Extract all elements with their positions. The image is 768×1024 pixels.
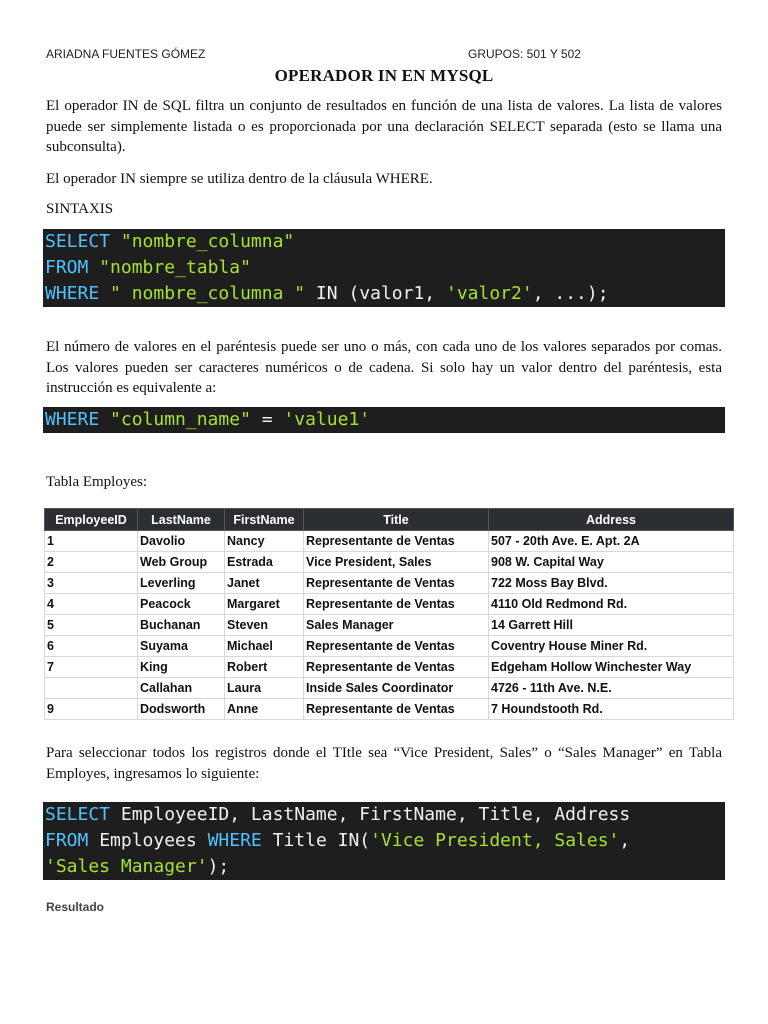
cell-firstname: Janet [225, 573, 304, 594]
cell-lastname: Buchanan [138, 615, 225, 636]
cell-address: 908 W. Capital Way [489, 552, 734, 573]
cell-employeeid: 6 [45, 636, 138, 657]
cell-firstname: Estrada [225, 552, 304, 573]
cell-title: Representante de Ventas [304, 531, 489, 552]
cell-employeeid: 3 [45, 573, 138, 594]
column-header-lastname: LastName [138, 509, 225, 531]
code-string: " nombre_columna " [99, 283, 306, 304]
code-string: 'Vice President, Sales' [370, 830, 620, 851]
table-row [45, 552, 734, 573]
cell-title: Sales Manager [304, 615, 489, 636]
cell-title: Representante de Ventas [304, 594, 489, 615]
cell-firstname: Nancy [225, 531, 304, 552]
cell-address: Edgeham Hollow Winchester Way [489, 657, 734, 678]
code-string: 'valor2' [445, 283, 533, 304]
cell-firstname: Robert [225, 657, 304, 678]
code-string: "column_name" [99, 409, 251, 430]
cell-lastname: Davolio [138, 531, 225, 552]
table-body [45, 531, 734, 720]
code-text: Employees [88, 830, 208, 851]
cell-employeeid: 2 [45, 552, 138, 573]
cell-address: 4726 - 11th Ave. N.E. [489, 678, 734, 699]
syntax-label: SINTAXIS [46, 201, 114, 217]
cell-lastname: Web Group [138, 552, 225, 573]
cell-lastname: Dodsworth [138, 699, 225, 720]
cell-address: 722 Moss Bay Blvd. [489, 573, 734, 594]
table-row [45, 657, 734, 678]
cell-employeeid: 9 [45, 699, 138, 720]
code-text: EmployeeID, LastName, FirstName, Title, Address [110, 804, 631, 825]
employees-table [44, 508, 734, 720]
cell-title: Representante de Ventas [304, 699, 489, 720]
where-note-paragraph: El operador IN siempre se utiliza dentro de la cláusula WHERE. [46, 171, 433, 187]
code-string: 'value1' [283, 409, 371, 430]
code-string: "nombre_columna" [110, 231, 295, 252]
table-header-row [45, 509, 734, 531]
cell-employeeid: 5 [45, 615, 138, 636]
code-line [45, 802, 725, 828]
values-note-paragraph: El número de valores en el paréntesis puede ser uno o más, con cada uno de los valores separados por comas. Los valores pueden ser caracteres numéricos o de cadena. Si solo hay un valor dentro del paréntesis, esta instrucción es equivalente a: [46, 339, 722, 396]
table-label: Tabla Employes: [46, 474, 148, 490]
cell-employeeid: 7 [45, 657, 138, 678]
cell-title: Representante de Ventas [304, 636, 489, 657]
cell-employeeid: 4 [45, 594, 138, 615]
column-header-firstname: FirstName [225, 509, 304, 531]
cell-title: Inside Sales Coordinator [304, 678, 489, 699]
cell-employeeid: 1 [45, 531, 138, 552]
cell-address: 4110 Old Redmond Rd. [489, 594, 734, 615]
syntax-code-block [43, 229, 725, 307]
cell-address: 507 - 20th Ave. E. Apt. 2A [489, 531, 734, 552]
code-text: , [619, 830, 631, 851]
table-row [45, 615, 734, 636]
code-text: = [250, 409, 284, 430]
table-row [45, 573, 734, 594]
table-row [45, 636, 734, 657]
code-keyword: WHERE [207, 830, 262, 851]
code-text: Title IN( [261, 830, 371, 851]
code-line [45, 229, 725, 255]
code-keyword: SELECT [45, 804, 111, 825]
cell-title: Vice President, Sales [304, 552, 489, 573]
cell-address: Coventry House Miner Rd. [489, 636, 734, 657]
code-line [45, 281, 725, 307]
table-row [45, 531, 734, 552]
code-keyword: WHERE [45, 409, 100, 430]
code-string: "nombre_tabla" [88, 257, 251, 278]
cell-title: Representante de Ventas [304, 573, 489, 594]
cell-address: 14 Garrett Hill [489, 615, 734, 636]
column-header-title: Title [304, 509, 489, 531]
cell-lastname: Callahan [138, 678, 225, 699]
cell-firstname: Margaret [225, 594, 304, 615]
table-row [45, 678, 734, 699]
code-line [45, 255, 725, 281]
result-label: Resultado [46, 900, 105, 914]
table-row [45, 699, 734, 720]
table-row [45, 594, 734, 615]
cell-lastname: Leverling [138, 573, 225, 594]
code-text: , ...); [532, 283, 609, 304]
code-line [45, 407, 725, 433]
equivalent-code-block [43, 407, 725, 433]
cell-lastname: Peacock [138, 594, 225, 615]
query-code-block [43, 802, 725, 880]
code-line [45, 854, 725, 880]
cell-firstname: Steven [225, 615, 304, 636]
cell-title: Representante de Ventas [304, 657, 489, 678]
cell-firstname: Michael [225, 636, 304, 657]
cell-address: 7 Houndstooth Rd. [489, 699, 734, 720]
cell-lastname: King [138, 657, 225, 678]
intro-paragraph: El operador IN de SQL filtra un conjunto de resultados en función de una lista de valores. La lista de valores puede ser simplemente listada o es proporcionada por una declaración SELECT separada (esto se llama una subconsulta). [46, 98, 722, 155]
author-name: ARIADNA FUENTES GÓMEZ [46, 47, 206, 61]
code-keyword: SELECT [45, 231, 111, 252]
column-header-address: Address [489, 509, 734, 531]
cell-lastname: Suyama [138, 636, 225, 657]
code-keyword: FROM [45, 830, 89, 851]
select-note-paragraph: Para seleccionar todos los registros donde el TItle sea “Vice President, Sales” o “Sales Manager” en Tabla Employes, ingresamos lo siguiente: [46, 745, 722, 782]
code-string: 'Sales Manager' [45, 856, 208, 877]
cell-employeeid [45, 678, 138, 699]
code-line [45, 828, 725, 854]
cell-firstname: Anne [225, 699, 304, 720]
cell-firstname: Laura [225, 678, 304, 699]
column-header-employeeid: EmployeeID [45, 509, 138, 531]
code-text: IN (valor1, [305, 283, 446, 304]
code-text: ); [207, 856, 230, 877]
groups-label: GRUPOS: 501 Y 502 [468, 47, 581, 61]
code-keyword: FROM [45, 257, 89, 278]
page-title: OPERADOR IN EN MYSQL [274, 66, 494, 85]
code-keyword: WHERE [45, 283, 100, 304]
